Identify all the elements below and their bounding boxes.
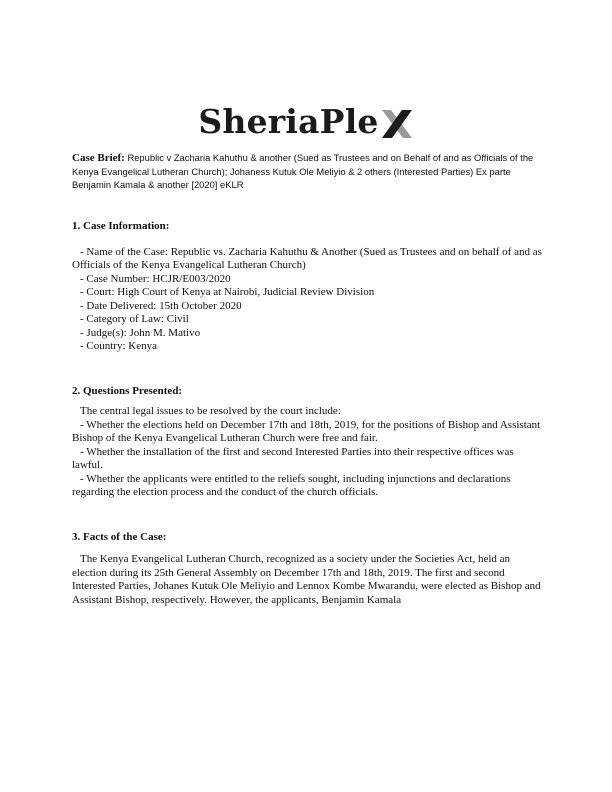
case-number-item: - Case Number: HCJR/E003/2020 — [80, 272, 231, 285]
document-body — [72, 220, 546, 607]
section-heading-questions-presented: 2. Questions Presented: — [72, 384, 183, 397]
questions-intro: The central legal issues to be resolved by the court include: — [80, 405, 341, 417]
category-item: - Category of Law: Civil — [80, 313, 189, 325]
country-item: - Country: Kenya — [80, 340, 157, 352]
judge-item: - Judge(s): John M. Mativo — [80, 326, 201, 339]
sheriaplex-logo — [0, 102, 612, 142]
section-heading-facts: 3. Facts of the Case: — [72, 530, 167, 543]
court-item: - Court: High Court of Kenya at Nairobi, Judicial Review Division — [80, 286, 375, 298]
case-brief — [72, 151, 542, 192]
case-brief-label: Case Brief: — [72, 152, 125, 164]
facts-paragraph: The Kenya Evangelical Lutheran Church, recognized as a society under the Societies Act, held an election during its 25th General Assembly on December 17th and 18th, 2019. The first and second Interested Parties, Johanes Kutuk Ole Meliyio and Lennox Kombe Mwarandu, were elected as Bishop and Assistant Bishop, respectively. However, the applicants, Benjamin Kamala — [72, 553, 541, 606]
case-name-item: - Name of the Case: Republic vs. Zacharia Kahuthu & Another (Sued as Trustees and on behalf of and as Officials of the Kenya Evangelical Lutheran Church) — [72, 245, 542, 271]
x-mark-icon — [380, 108, 414, 140]
case-brief-text: Republic v Zacharia Kahuthu & another (Sued as Trustees and on Behalf of and as Officials of the Kenya Evangelical Lutheran Church); Johaness Kutuk Ole Meliyio & 2 others (Interested Parties) Ex parte Benjamin Kamala & another [2020] eKLR — [72, 152, 534, 191]
question-item: - Whether the elections held on December 17th and 18th, 2019, for the positions of Bishop and Assistant Bishop of the Kenya Evangelical Lutheran Church were free and fair. — [72, 418, 541, 444]
logo-wordmark: SheriaPle — [198, 102, 379, 141]
question-item: - Whether the applicants were entitled to the reliefs sought, including injunctions and declarations regarding the election process and the conduct of the church officials. — [72, 472, 511, 498]
section-heading-case-information: 1. Case Information: — [72, 220, 170, 232]
question-item: - Whether the installation of the first and second Interested Parties into their respective offices was lawful. — [72, 445, 514, 471]
date-delivered-item: - Date Delivered: 15th October 2020 — [80, 299, 242, 312]
